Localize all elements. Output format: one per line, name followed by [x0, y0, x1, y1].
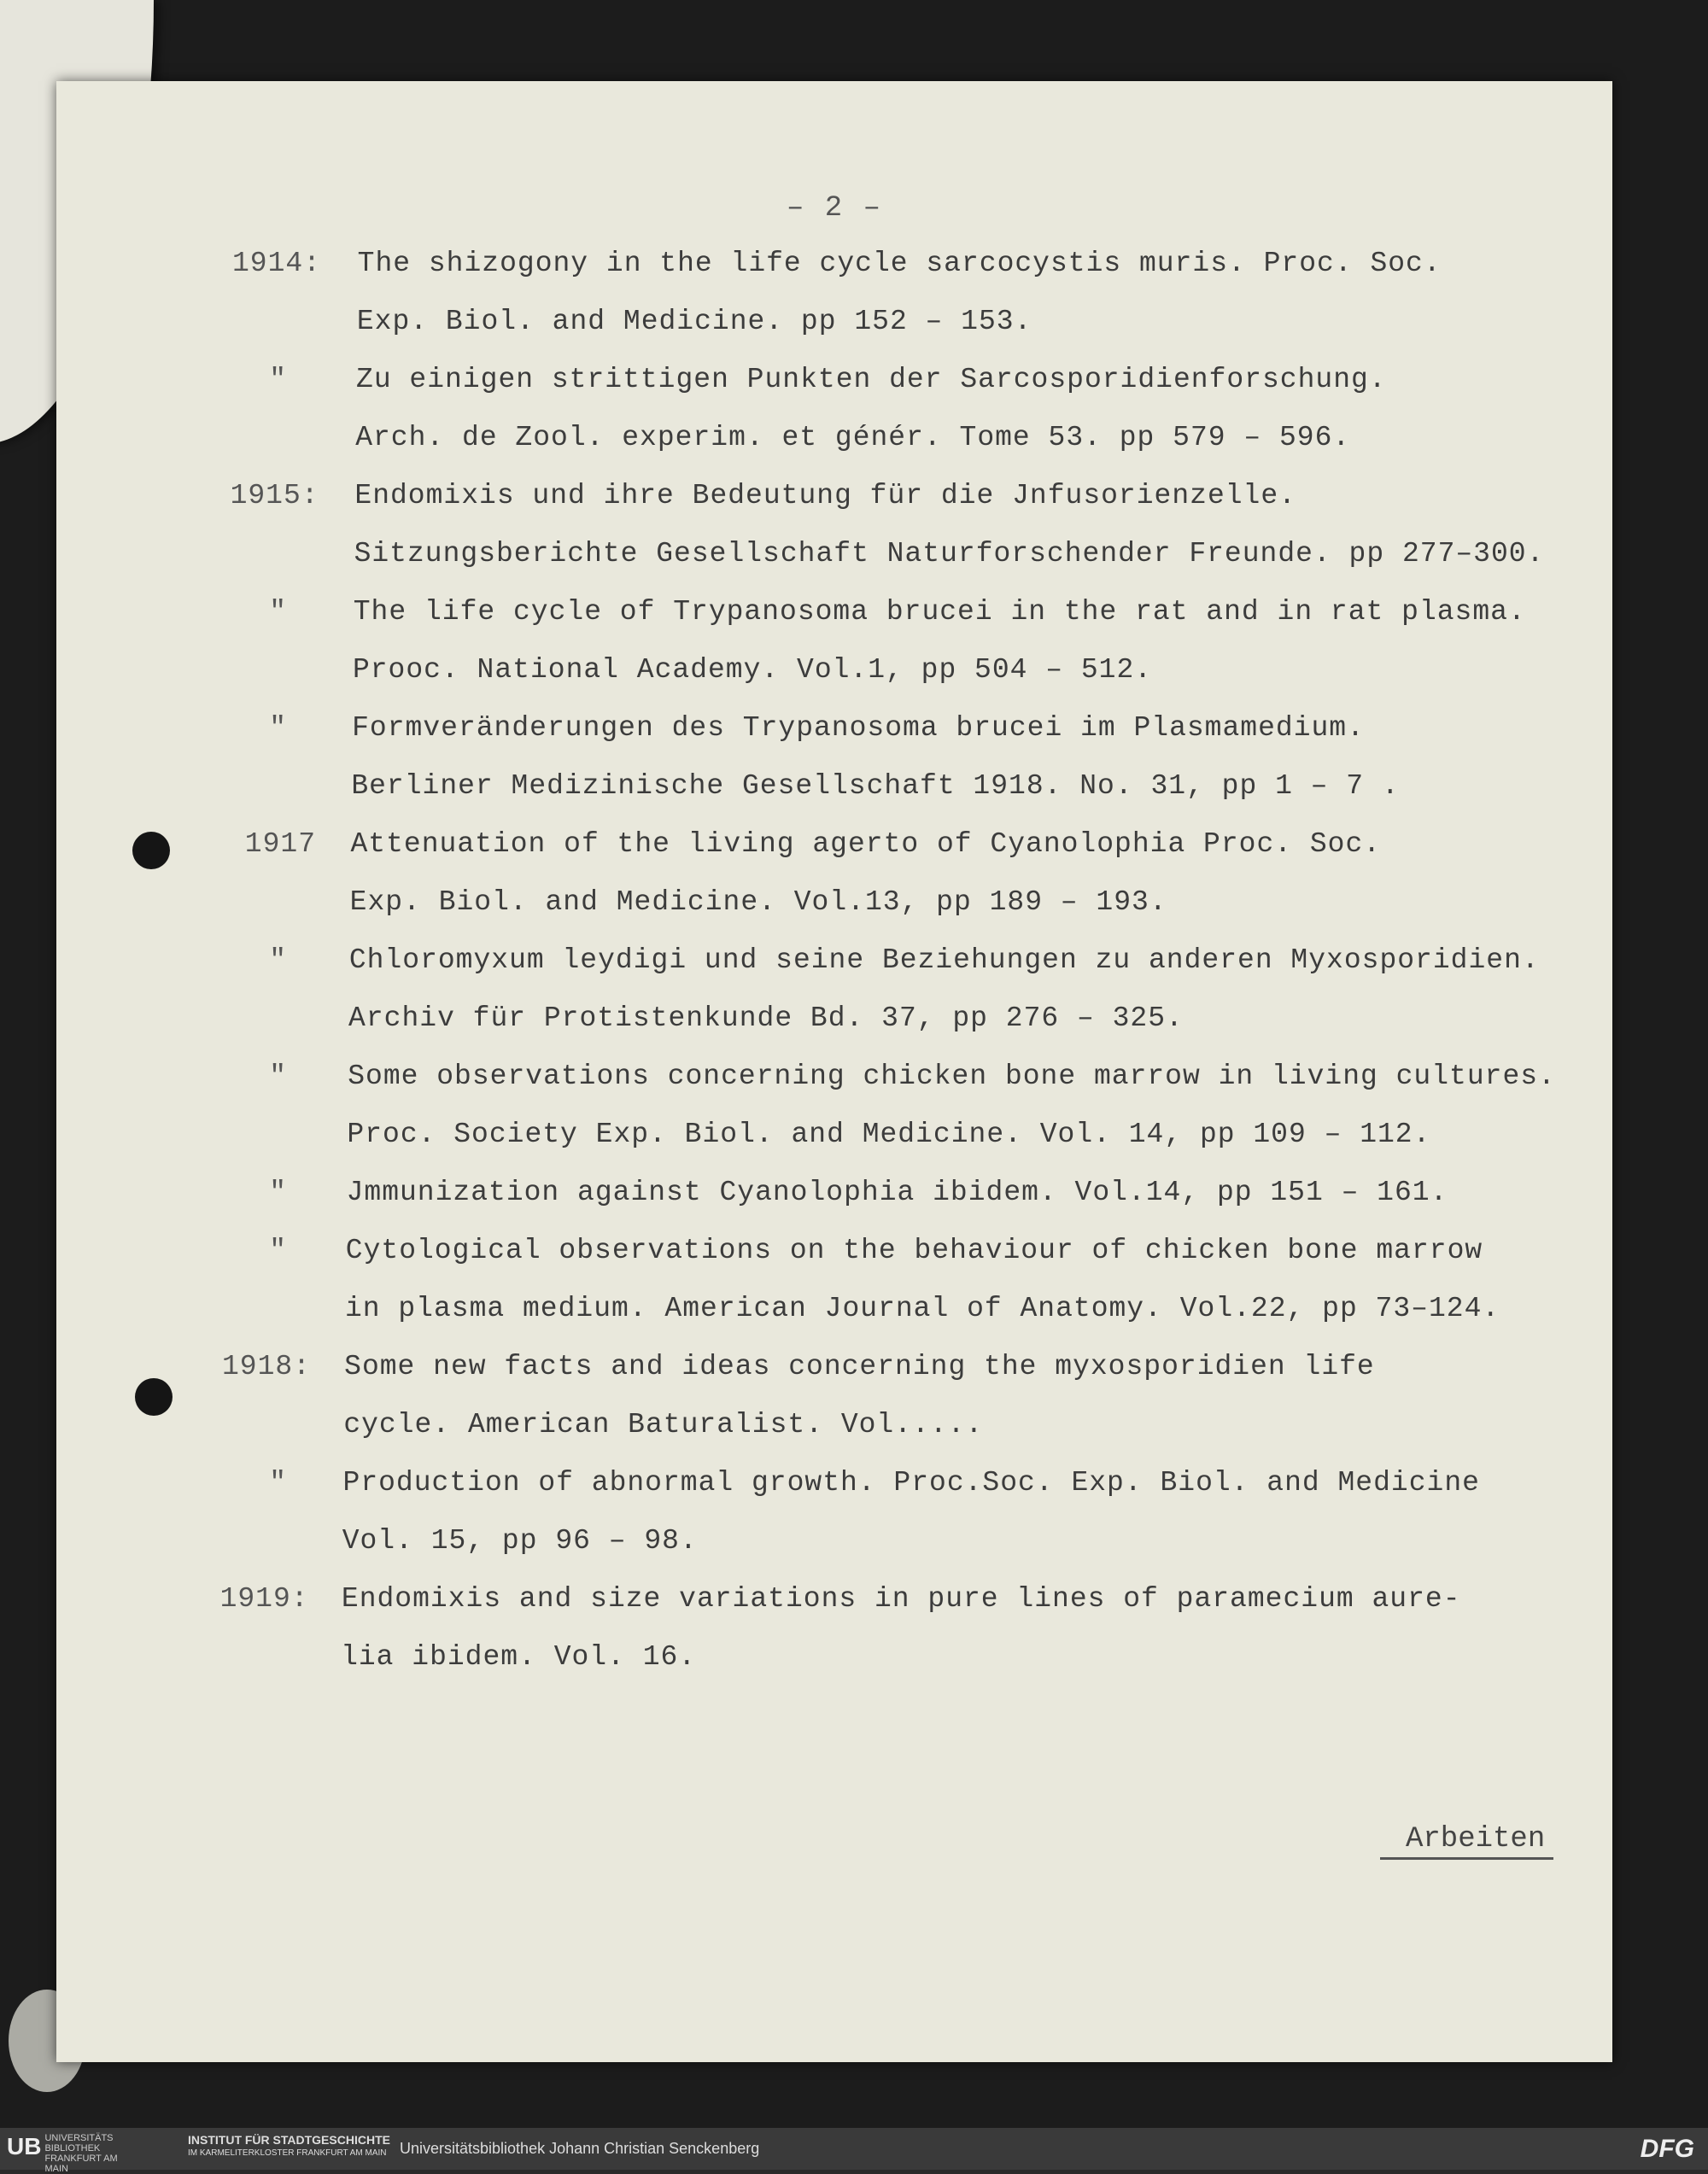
entry-line: Zu einigen strittigen Punkten der Sarcosporidienforschung.	[356, 364, 1387, 395]
entry-line: in plasma medium. American Journal of Anatomy. Vol.22, pp 73–124.	[344, 1293, 1500, 1324]
dfg-logo: DFG	[1640, 2135, 1694, 2163]
entry-line: Chloromyxum leydigi und seine Beziehungen zu anderen Myxosporidien.	[348, 944, 1540, 976]
entry-line: Sitzungsberichte Gesellschaft Naturforschender Freunde. pp 277–300.	[354, 538, 1545, 570]
punch-hole	[135, 1378, 173, 1416]
entry-line: Exp. Biol. and Medicine. Vol.13, pp 189 – 193.	[349, 886, 1167, 918]
entry-line: Archiv für Protistenkunde Bd. 37, pp 276 – 325.	[348, 1002, 1184, 1034]
entry-line: Jmmunization against Cyanolophia ibidem. Vol.14, pp 151 – 161.	[346, 1177, 1448, 1208]
entry-year: 1915:	[230, 480, 319, 511]
entry-line: Prooc. National Academy. Vol.1, pp 504 – 512.	[352, 654, 1153, 686]
institut-logo: INSTITUT FÜR STADTGESCHICHTE IM KARMELITERKLOSTER FRANKFURT AM MAIN	[188, 2133, 390, 2158]
entry-year: "	[269, 1177, 287, 1208]
document-page	[56, 81, 1612, 2062]
catchword: Arbeiten	[1380, 1823, 1553, 1860]
punch-hole	[132, 832, 170, 869]
ub-logo: UB UNIVERSITÄTS BIBLIOTHEK FRANKFURT AM MAIN	[7, 2133, 118, 2174]
library-name: Universitätsbibliothek Johann Christian Senckenberg	[400, 2140, 760, 2157]
entry-line: Attenuation of the living agerto of Cyanolophia Proc. Soc.	[350, 828, 1382, 860]
entry-line: Berliner Medizinische Gesellschaft 1918. No. 31, pp 1 – 7 .	[351, 770, 1400, 802]
entry-line: Production of abnormal growth. Proc.Soc. Exp. Biol. and Medicine	[342, 1467, 1480, 1499]
bibliography-list	[56, 81, 1612, 2062]
entry-year: "	[269, 596, 287, 628]
entry-year: "	[269, 712, 287, 744]
entry-year: 1918:	[221, 1351, 311, 1382]
entry-line: lia ibidem. Vol. 16.	[341, 1641, 697, 1673]
entry-year: "	[269, 1467, 287, 1499]
entry-line: The life cycle of Trypanosoma brucei in the rat and in rat plasma.	[353, 596, 1526, 628]
entry-line: Vol. 15, pp 96 – 98.	[342, 1525, 698, 1557]
entry-line: Proc. Society Exp. Biol. and Medicine. Vol. 14, pp 109 – 112.	[347, 1119, 1431, 1150]
entry-line: Exp. Biol. and Medicine. pp 152 – 153.	[356, 306, 1032, 337]
entry-line: Formveränderungen des Trypanosoma brucei im Plasmamedium.	[352, 712, 1365, 744]
entry-year: "	[269, 364, 287, 395]
entry-line: Arch. de Zool. experim. et génér. Tome 53. pp 579 – 596.	[355, 422, 1351, 453]
entry-line: Endomixis und ihre Bedeutung für die Jnfusorienzelle.	[354, 480, 1296, 511]
entry-year: 1917	[244, 828, 316, 860]
entry-line: Cytological observations on the behaviour of chicken bone marrow	[345, 1235, 1483, 1266]
entry-year: 1919:	[219, 1583, 309, 1615]
entry-line: cycle. American Baturalist. Vol.....	[343, 1409, 984, 1441]
page-number: – 2 –	[786, 192, 883, 225]
entry-year: "	[269, 1235, 287, 1266]
entry-line: Endomixis and size variations in pure lines of paramecium aure-	[341, 1583, 1461, 1615]
entry-year: "	[269, 944, 287, 976]
viewer-footer-bar	[0, 2128, 1708, 2174]
entry-line: Some observations concerning chicken bone marrow in living cultures.	[348, 1061, 1556, 1092]
entry-line: Some new facts and ideas concerning the myxosporidien life	[344, 1351, 1375, 1382]
entry-line: The shizogony in the life cycle sarcocystis muris. Proc. Soc.	[357, 248, 1442, 279]
entry-year: "	[269, 1061, 287, 1092]
entry-year: 1914:	[231, 248, 321, 279]
